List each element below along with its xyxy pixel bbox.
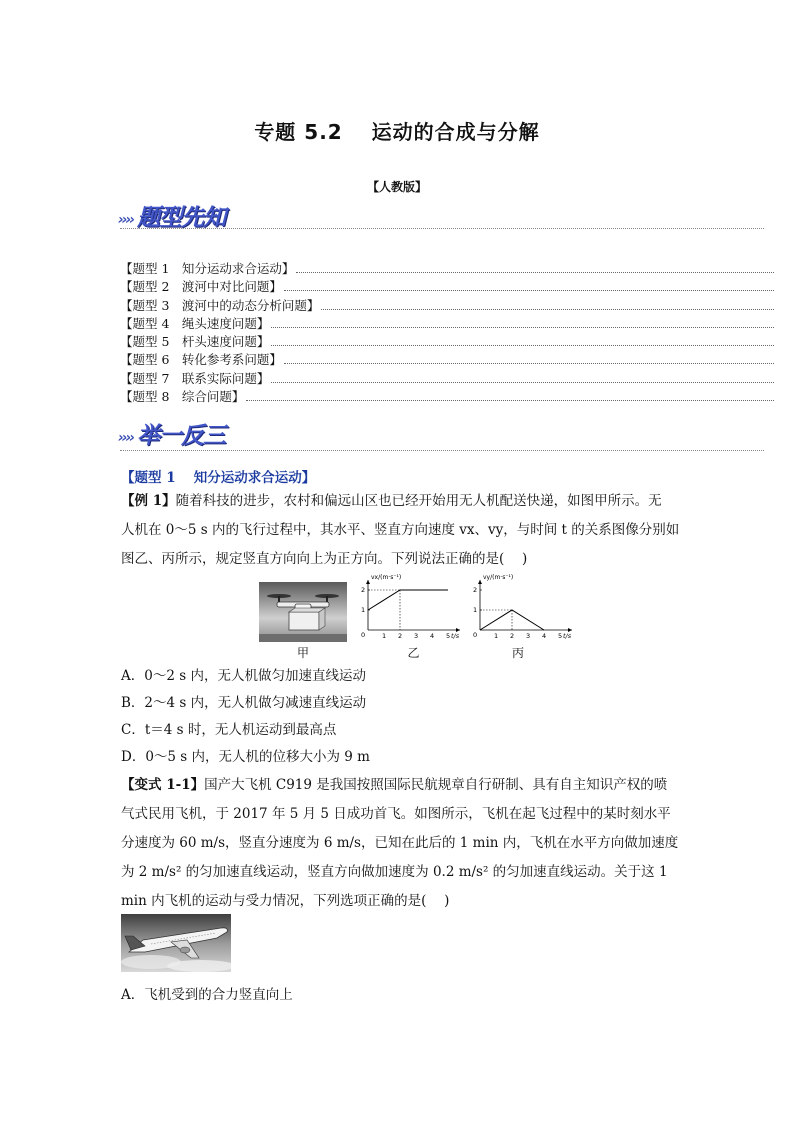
toc-item-label: 【题型 5 杆头速度问题】 xyxy=(120,334,270,350)
option-d[interactable]: D．0～5 s 内，无人机的位移大小为 9 m xyxy=(121,749,370,765)
variant-text: 为 2 m/s² 的匀加速直线运动，竖直方向做加速度为 0.2 m/s² 的匀加速直线运动。关于这 1 xyxy=(121,864,668,880)
example-text: 人机在 0～5 s 内的飞行过程中，其水平、竖直方向速度 vx、vy，与时间 t 的关系图像分别如 xyxy=(121,522,680,538)
toc-item-label: 【题型 2 渡河中对比问题】 xyxy=(120,279,282,295)
figure-caption: 甲 xyxy=(296,646,309,660)
toc-item[interactable] xyxy=(120,259,774,277)
toc-item[interactable] xyxy=(120,296,774,314)
x-tick-label: 5 xyxy=(446,632,451,640)
edition-label: 【人教版】 xyxy=(366,180,427,194)
toc-item-label: 【题型 7 联系实际问题】 xyxy=(120,370,270,386)
page-title: 专题 5.2 运动的合成与分解 xyxy=(254,120,540,144)
x-axis-label: t/s xyxy=(451,632,460,640)
figure-caption: 乙 xyxy=(407,646,420,660)
series-line xyxy=(368,590,448,610)
variant-tag: 【变式 1-1】 xyxy=(121,777,205,793)
x-tick-label: 4 xyxy=(542,632,547,640)
x-tick-label: 3 xyxy=(526,632,531,640)
toc-leader xyxy=(271,372,774,383)
drone-image xyxy=(259,582,347,642)
y-tick-label: 1 xyxy=(473,606,478,614)
toc-list xyxy=(120,259,774,405)
x-tick-label: 2 xyxy=(398,632,403,640)
y-tick-label: 1 xyxy=(361,606,366,614)
example-tag: 【例 1】 xyxy=(121,493,176,509)
option-b[interactable]: B．2～4 s 内，无人机做匀减速直线运动 xyxy=(121,695,367,711)
y-tick-label: 2 xyxy=(361,586,366,594)
divider xyxy=(120,450,764,451)
toc-leader xyxy=(271,335,774,346)
chart-vy-svg xyxy=(468,572,583,644)
airplane-illustration xyxy=(121,914,231,972)
x-axis-label: t/s xyxy=(563,632,572,640)
y-axis-label: vx/(m·s⁻¹) xyxy=(371,574,402,581)
banner-title: 题型先知 xyxy=(137,205,226,231)
variant-text: 气式民用飞机，于 2017 年 5 月 5 日成功首飞。如图所示，飞机在起飞过程中的某时刻水平 xyxy=(121,806,671,822)
x-tick-label: 3 xyxy=(414,632,419,640)
toc-leader xyxy=(284,353,774,364)
example-text: 随着科技的进步，农村和偏远山区也已经开始用无人机配送快递，如图甲所示。无 xyxy=(175,493,662,509)
toc-leader xyxy=(246,390,774,401)
toc-item-label: 【题型 4 绳头速度问题】 xyxy=(120,315,270,331)
option-c[interactable]: C．t＝4 s 时，无人机运动到最高点 xyxy=(121,722,337,738)
x-tick-label: 4 xyxy=(430,632,435,640)
banner-arrows-icon: ›››› xyxy=(118,430,134,446)
variant-1-1 xyxy=(121,771,681,916)
chart-vx-svg xyxy=(356,572,471,644)
toc-leader xyxy=(321,299,774,310)
option-a[interactable]: A．0～2 s 内，无人机做匀加速直线运动 xyxy=(121,668,366,684)
x-tick-label: 1 xyxy=(382,632,387,640)
banner-title: 举一反三 xyxy=(137,423,226,449)
x-tick-label: 2 xyxy=(510,632,515,640)
banner-practice xyxy=(118,418,225,450)
banner-arrows-icon: ›››› xyxy=(118,212,134,228)
tick-label: 0 xyxy=(473,631,478,639)
toc-item[interactable] xyxy=(120,332,774,350)
toc-item-label: 【题型 1 知分运动求合运动】 xyxy=(120,261,295,276)
y-arrow-icon xyxy=(366,580,370,584)
drone-illustration xyxy=(259,582,347,642)
chart-vy xyxy=(468,572,583,644)
toc-leader xyxy=(284,280,774,291)
divider xyxy=(120,228,764,229)
tick-label: 0 xyxy=(361,631,366,639)
toc-item[interactable] xyxy=(120,314,774,332)
toc-item-label: 【题型 8 综合问题】 xyxy=(120,389,245,405)
toc-item[interactable] xyxy=(120,387,774,405)
x-tick-label: 5 xyxy=(558,632,563,640)
x-tick-label: 1 xyxy=(494,632,499,640)
example-text: 图乙、丙所示，规定竖直方向向上为正方向。下列说法正确的是( ) xyxy=(121,551,528,567)
section-heading: 【题型 1 知分运动求合运动】 xyxy=(121,470,316,486)
y-arrow-icon xyxy=(478,580,482,584)
variant-text: min 内飞机的运动与受力情况，下列选项正确的是( ) xyxy=(121,893,450,909)
option-a[interactable]: A．飞机受到的合力竖直向上 xyxy=(121,987,293,1003)
variant-text: 分速度为 60 m/s，竖直分速度为 6 m/s，已知在此后的 1 min 内，飞机在水平方向做加速度 xyxy=(121,835,679,851)
example-1 xyxy=(121,487,681,574)
y-axis-label: vy/(m·s⁻¹) xyxy=(483,574,514,581)
chart-vx xyxy=(356,572,471,644)
toc-item[interactable] xyxy=(120,369,774,387)
toc-item[interactable] xyxy=(120,350,774,368)
y-tick-label: 2 xyxy=(473,586,478,594)
toc-leader xyxy=(296,262,774,273)
airplane-image xyxy=(121,914,231,972)
figure-caption: 丙 xyxy=(511,646,524,660)
toc-item-label: 【题型 6 转化参考系问题】 xyxy=(120,352,282,368)
toc-item-label: 【题型 3 渡河中的动态分析问题】 xyxy=(120,297,320,313)
toc-leader xyxy=(271,317,774,328)
toc-item[interactable] xyxy=(120,277,774,295)
variant-text: 国产大飞机 C919 是我国按照国际民航规章自行研制、具有自主知识产权的喷 xyxy=(204,777,668,793)
